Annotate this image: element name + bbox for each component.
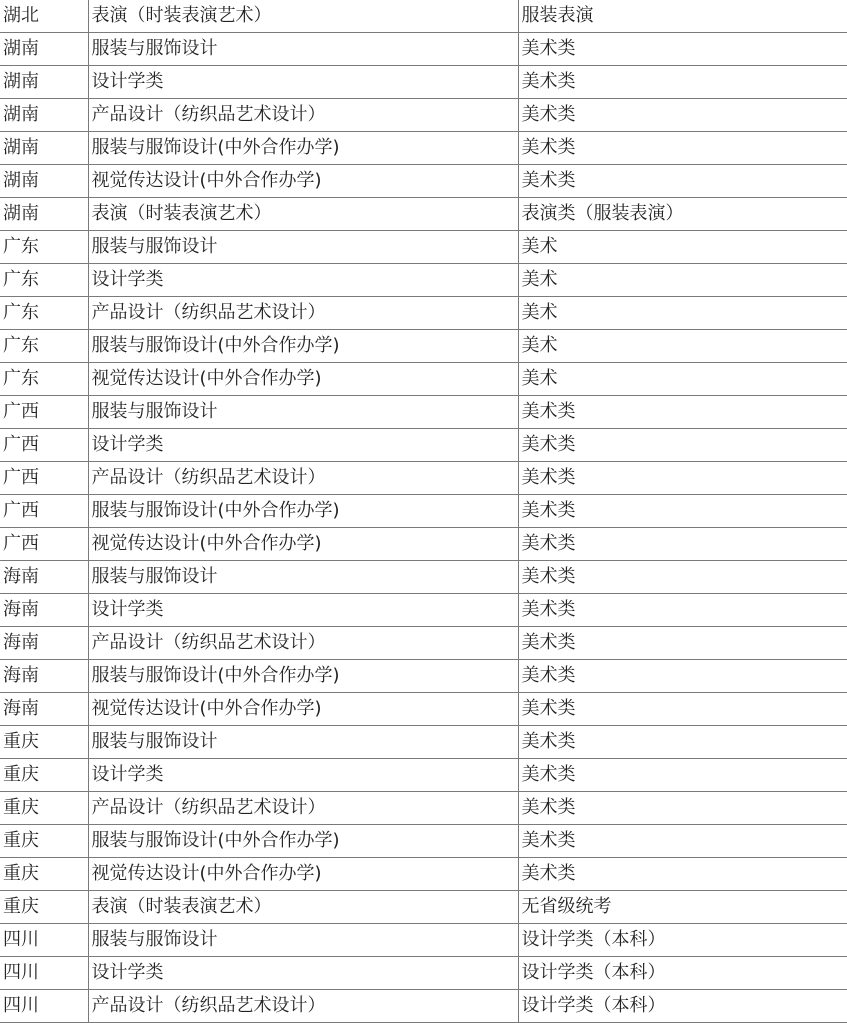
province-cell: 海南: [0, 660, 88, 693]
province-cell: 海南: [0, 594, 88, 627]
major-cell: 服装与服饰设计: [88, 396, 518, 429]
major-cell: 设计学类: [88, 594, 518, 627]
category-cell: 美术类: [518, 99, 847, 132]
table-row: [0, 957, 847, 990]
major-cell: 产品设计（纺织品艺术设计）: [88, 462, 518, 495]
major-cell: 服装与服饰设计: [88, 231, 518, 264]
table-row: [0, 594, 847, 627]
category-cell: 表演类（服装表演）: [518, 198, 847, 231]
major-cell: 设计学类: [88, 429, 518, 462]
category-cell: 美术类: [518, 594, 847, 627]
table-row: [0, 33, 847, 66]
category-cell: 美术类: [518, 132, 847, 165]
category-cell: 美术类: [518, 495, 847, 528]
table-row: [0, 231, 847, 264]
category-cell: 美术类: [518, 825, 847, 858]
table-row: [0, 891, 847, 924]
table-row: [0, 858, 847, 891]
major-cell: 产品设计（纺织品艺术设计）: [88, 990, 518, 1023]
major-cell: 服装与服饰设计: [88, 924, 518, 957]
table-row: [0, 99, 847, 132]
major-cell: 服装与服饰设计: [88, 561, 518, 594]
major-cell: 视觉传达设计(中外合作办学): [88, 363, 518, 396]
table-row: [0, 627, 847, 660]
category-cell: 美术: [518, 297, 847, 330]
major-cell: 服装与服饰设计: [88, 726, 518, 759]
major-cell: 设计学类: [88, 264, 518, 297]
province-cell: 湖南: [0, 66, 88, 99]
major-cell: 服装与服饰设计(中外合作办学): [88, 495, 518, 528]
category-cell: 美术类: [518, 693, 847, 726]
category-cell: 美术类: [518, 429, 847, 462]
province-cell: 海南: [0, 561, 88, 594]
category-cell: 美术类: [518, 33, 847, 66]
province-cell: 湖南: [0, 132, 88, 165]
major-cell: 服装与服饰设计(中外合作办学): [88, 330, 518, 363]
major-cell: 设计学类: [88, 66, 518, 99]
table-row: [0, 396, 847, 429]
category-cell: 美术: [518, 231, 847, 264]
major-cell: 视觉传达设计(中外合作办学): [88, 858, 518, 891]
category-cell: 美术类: [518, 660, 847, 693]
major-cell: 设计学类: [88, 957, 518, 990]
category-cell: 美术类: [518, 726, 847, 759]
category-cell: 设计学类（本科）: [518, 924, 847, 957]
category-cell: 美术类: [518, 759, 847, 792]
province-cell: 海南: [0, 693, 88, 726]
table-row: [0, 198, 847, 231]
table-row: [0, 264, 847, 297]
table-row: [0, 792, 847, 825]
category-cell: 美术类: [518, 462, 847, 495]
province-cell: 重庆: [0, 792, 88, 825]
province-cell: 重庆: [0, 858, 88, 891]
table-row: [0, 462, 847, 495]
table-row: [0, 297, 847, 330]
province-cell: 广西: [0, 528, 88, 561]
province-cell: 湖南: [0, 33, 88, 66]
major-cell: 视觉传达设计(中外合作办学): [88, 165, 518, 198]
province-cell: 湖南: [0, 165, 88, 198]
province-cell: 四川: [0, 990, 88, 1023]
table-row: [0, 363, 847, 396]
table-row: [0, 660, 847, 693]
major-cell: 表演（时装表演艺术）: [88, 891, 518, 924]
table-row: [0, 330, 847, 363]
province-cell: 海南: [0, 627, 88, 660]
province-cell: 广东: [0, 297, 88, 330]
province-cell: 广东: [0, 231, 88, 264]
province-cell: 重庆: [0, 759, 88, 792]
province-cell: 广东: [0, 330, 88, 363]
province-cell: 重庆: [0, 891, 88, 924]
major-cell: 视觉传达设计(中外合作办学): [88, 528, 518, 561]
table-row: [0, 66, 847, 99]
major-cell: 产品设计（纺织品艺术设计）: [88, 297, 518, 330]
province-cell: 湖北: [0, 0, 88, 33]
category-cell: 美术类: [518, 165, 847, 198]
category-cell: 服装表演: [518, 0, 847, 33]
category-cell: 美术: [518, 363, 847, 396]
major-cell: 产品设计（纺织品艺术设计）: [88, 792, 518, 825]
table-row: [0, 429, 847, 462]
table-row: [0, 495, 847, 528]
category-cell: 美术: [518, 330, 847, 363]
major-cell: 产品设计（纺织品艺术设计）: [88, 627, 518, 660]
table-row: [0, 165, 847, 198]
category-cell: 美术类: [518, 627, 847, 660]
province-cell: 四川: [0, 924, 88, 957]
table-row: [0, 561, 847, 594]
table-row: [0, 726, 847, 759]
province-cell: 湖南: [0, 198, 88, 231]
category-cell: 美术: [518, 264, 847, 297]
table-row: [0, 924, 847, 957]
category-cell: 无省级统考: [518, 891, 847, 924]
table-row: [0, 825, 847, 858]
table-row: [0, 990, 847, 1023]
category-cell: 美术类: [518, 66, 847, 99]
major-cell: 表演（时装表演艺术）: [88, 0, 518, 33]
province-cell: 广东: [0, 264, 88, 297]
province-cell: 四川: [0, 957, 88, 990]
province-cell: 广西: [0, 429, 88, 462]
category-cell: 美术类: [518, 858, 847, 891]
major-cell: 服装与服饰设计(中外合作办学): [88, 825, 518, 858]
category-cell: 美术类: [518, 528, 847, 561]
category-cell: 美术类: [518, 792, 847, 825]
major-cell: 产品设计（纺织品艺术设计）: [88, 99, 518, 132]
table-row: [0, 693, 847, 726]
major-cell: 服装与服饰设计(中外合作办学): [88, 132, 518, 165]
category-cell: 设计学类（本科）: [518, 957, 847, 990]
category-cell: 美术类: [518, 396, 847, 429]
province-cell: 广西: [0, 396, 88, 429]
province-cell: 重庆: [0, 825, 88, 858]
province-cell: 广东: [0, 363, 88, 396]
major-cell: 视觉传达设计(中外合作办学): [88, 693, 518, 726]
table-row: [0, 132, 847, 165]
province-cell: 湖南: [0, 99, 88, 132]
province-cell: 重庆: [0, 726, 88, 759]
table-row: [0, 528, 847, 561]
category-cell: 设计学类（本科）: [518, 990, 847, 1023]
table-row: [0, 759, 847, 792]
major-cell: 设计学类: [88, 759, 518, 792]
province-cell: 广西: [0, 495, 88, 528]
major-cell: 表演（时装表演艺术）: [88, 198, 518, 231]
category-cell: 美术类: [518, 561, 847, 594]
major-cell: 服装与服饰设计: [88, 33, 518, 66]
province-cell: 广西: [0, 462, 88, 495]
table-row: [0, 0, 847, 33]
major-cell: 服装与服饰设计(中外合作办学): [88, 660, 518, 693]
